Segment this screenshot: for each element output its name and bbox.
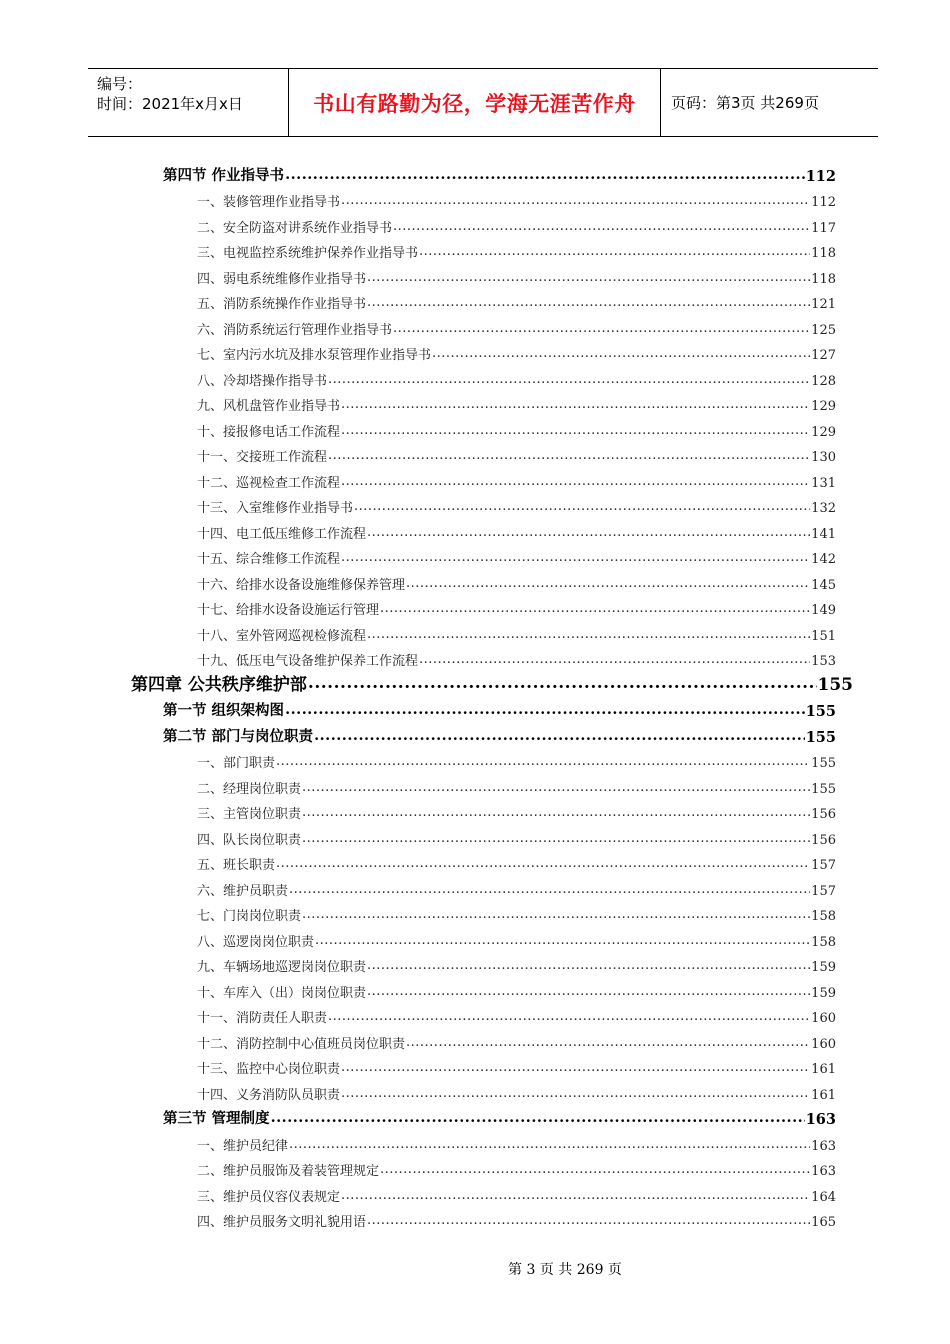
toc-leader-dots (432, 350, 810, 363)
toc-entry[interactable] (197, 465, 836, 491)
toc-entry-page: 121 (811, 297, 836, 312)
toc-entry-page: 132 (811, 501, 836, 516)
toc-entry-page: 155 (805, 728, 836, 746)
toc-entry-page: 153 (811, 654, 836, 669)
toc-entry-page: 155 (805, 703, 836, 720)
toc-entry[interactable] (163, 159, 836, 185)
toc-entry[interactable] (197, 746, 836, 772)
toc-entry-page: 155 (811, 781, 836, 797)
toc-entry-page: 129 (811, 424, 836, 440)
toc-entry-title: 一、维护员纪律 (197, 1138, 289, 1154)
toc-entry-title: 三、主管岗位职责 (197, 807, 302, 822)
header-motto: 书山有路勤为径，学海无涯苦作舟 (288, 69, 661, 136)
toc-entry-title: 九、风机盘管作业指导书 (197, 399, 341, 414)
code-label: 编号： (97, 75, 143, 93)
toc-entry[interactable] (197, 1052, 836, 1078)
toc-entry-title: 十四、义务消防队员职责 (197, 1087, 341, 1103)
toc-leader-dots (341, 401, 810, 414)
toc-entry-title: 二、维护员服饰及着装管理规定 (197, 1164, 380, 1179)
toc-entry-title: 十四、电工低压维修工作流程 (197, 526, 367, 542)
toc-entry-title: 五、班长职责 (197, 858, 276, 873)
toc-entry[interactable] (197, 236, 836, 262)
toc-entry-title: 三、维护员仪容仪表规定 (197, 1189, 341, 1205)
toc-entry-title: 十七、给排水设备设施运行管理 (197, 603, 380, 618)
toc-entry-page: 157 (811, 883, 836, 899)
toc-leader-dots (314, 731, 805, 746)
toc-entry-page: 156 (811, 832, 836, 848)
toc-leader-dots (302, 784, 810, 797)
toc-entry[interactable] (197, 950, 836, 976)
toc-entry[interactable] (197, 287, 836, 313)
toc-entry[interactable] (197, 848, 836, 874)
toc-entry-title: 二、经理岗位职责 (197, 781, 302, 797)
toc-leader-dots (367, 1217, 810, 1230)
toc-entry[interactable] (197, 491, 836, 517)
toc-entry-page: 117 (811, 220, 836, 236)
header-meta (88, 69, 288, 136)
toc-leader-dots (367, 299, 810, 312)
toc-entry-title: 四、维护员服务文明礼貌用语 (197, 1215, 367, 1230)
toc-entry-title: 十、车库入（出）岗岗位职责 (197, 985, 367, 1001)
toc-entry-page: 156 (811, 807, 836, 822)
toc-entry[interactable] (197, 1179, 836, 1205)
toc-entry[interactable] (197, 389, 836, 415)
toc-entry-title: 三、电视监控系统维护保养作业指导书 (197, 246, 419, 261)
toc-entry-title: 十九、低压电气设备维护保养工作流程 (197, 654, 419, 669)
toc-entry[interactable] (197, 618, 836, 644)
toc-leader-dots (276, 860, 810, 873)
toc-leader-dots (289, 886, 810, 899)
toc-entry-title: 七、室内污水坑及排水泵管理作业指导书 (197, 348, 432, 363)
toc-leader-dots (406, 1039, 810, 1052)
toc-entry-title: 第一节 组织架构图 (163, 702, 285, 719)
toc-entry-page: 161 (811, 1087, 836, 1103)
toc-entry[interactable] (197, 593, 836, 619)
toc-leader-dots (341, 197, 810, 210)
toc-leader-dots (406, 580, 810, 593)
toc-entry-page: 158 (811, 909, 836, 924)
toc-entry-title: 五、消防系统操作作业指导书 (197, 297, 367, 312)
toc-entry-title: 四、弱电系统维修作业指导书 (197, 271, 367, 287)
toc-leader-dots (354, 503, 810, 516)
toc-leader-dots (393, 325, 810, 338)
toc-entry-title: 二、安全防盗对讲系统作业指导书 (197, 220, 393, 236)
footer-page-number: 第 3 页 共 269 页 (508, 1262, 622, 1278)
toc-entry-title: 十六、给排水设备设施维修保养管理 (197, 577, 406, 593)
toc-leader-dots (328, 452, 810, 465)
toc-entry-title: 第二节 部门与岗位职责 (163, 727, 314, 745)
toc-leader-dots (367, 529, 810, 542)
toc-entry-page: 128 (811, 373, 836, 389)
toc-entry-page: 159 (811, 985, 836, 1001)
toc-entry[interactable] (197, 210, 836, 236)
toc-entry-page: 118 (811, 246, 836, 261)
toc-leader-dots (276, 758, 810, 771)
toc-entry[interactable] (197, 797, 836, 823)
toc-leader-dots (380, 605, 810, 618)
toc-entry-title: 十八、室外管网巡视检修流程 (197, 628, 367, 644)
toc-entry[interactable] (197, 1205, 836, 1231)
toc-entry-page: 131 (811, 475, 836, 491)
toc-entry-page: 164 (811, 1189, 836, 1205)
toc-entry[interactable] (197, 1128, 836, 1154)
toc-entry-title: 第四节 作业指导书 (163, 166, 285, 184)
toc-entry-page: 155 (817, 674, 853, 695)
toc-entry-title: 九、车辆场地巡逻岗岗位职责 (197, 960, 367, 975)
toc-entry-page: 112 (811, 195, 836, 210)
page-footer (0, 1259, 950, 1279)
toc-entry-page: 157 (811, 858, 836, 873)
toc-entry[interactable] (163, 1103, 836, 1129)
toc-entry-title: 十二、巡视检查工作流程 (197, 475, 341, 491)
toc-entry-page: 159 (811, 960, 836, 975)
toc-leader-dots (341, 1192, 810, 1205)
toc-entry[interactable] (197, 899, 836, 925)
toc-entry-page: 165 (811, 1215, 836, 1230)
page-header (88, 68, 878, 137)
toc-leader-dots (302, 911, 810, 924)
toc-entry[interactable] (197, 1026, 836, 1052)
toc-entry[interactable] (197, 975, 836, 1001)
toc-leader-dots (308, 678, 817, 695)
toc-entry-page: 163 (805, 1111, 836, 1128)
toc-entry-title: 十、接报修电话工作流程 (197, 424, 341, 440)
toc-entry-page: 155 (811, 756, 836, 771)
toc-entry-title: 一、装修管理作业指导书 (197, 195, 341, 210)
toc-entry-title: 六、维护员职责 (197, 883, 289, 899)
time-label: 时间：2021年x月x日 (97, 95, 243, 113)
toc-leader-dots (341, 478, 810, 491)
toc-leader-dots (419, 248, 810, 261)
toc-entry[interactable] (163, 720, 836, 746)
table-of-contents (0, 159, 950, 1230)
toc-entry-page: 141 (811, 526, 836, 542)
toc-entry[interactable] (197, 873, 836, 899)
toc-leader-dots (367, 631, 810, 644)
toc-leader-dots (341, 554, 810, 567)
toc-entry-title: 第三节 管理制度 (163, 1110, 270, 1127)
toc-entry-title: 四、队长岗位职责 (197, 832, 302, 848)
toc-entry-title: 八、冷却塔操作指导书 (197, 373, 328, 389)
toc-entry-page: 158 (811, 934, 836, 950)
toc-entry-title: 八、巡逻岗岗位职责 (197, 934, 315, 950)
toc-leader-dots (341, 1090, 810, 1103)
toc-entry-page: 151 (811, 628, 836, 644)
toc-leader-dots (419, 656, 810, 669)
toc-leader-dots (328, 376, 810, 389)
toc-leader-dots (341, 1064, 810, 1077)
toc-leader-dots (393, 223, 810, 236)
toc-entry[interactable] (197, 771, 836, 797)
toc-entry-page: 163 (811, 1138, 836, 1154)
toc-entry-page: 160 (811, 1036, 836, 1052)
toc-entry-title: 十一、消防责任人职责 (197, 1011, 328, 1026)
toc-leader-dots (367, 988, 810, 1001)
header-page-info: 页码：第3页 共269页 (671, 94, 819, 112)
toc-entry[interactable] (163, 695, 836, 721)
toc-entry[interactable] (197, 261, 836, 287)
toc-leader-dots (367, 274, 810, 287)
toc-entry[interactable] (197, 338, 836, 364)
toc-entry-page: 160 (811, 1011, 836, 1026)
toc-entry[interactable] (197, 312, 836, 338)
toc-entry[interactable] (131, 669, 853, 695)
toc-entry-page: 161 (811, 1062, 836, 1077)
toc-entry-title: 十五、综合维修工作流程 (197, 552, 341, 567)
toc-entry-title: 七、门岗岗位职责 (197, 909, 302, 924)
toc-entry[interactable] (197, 1077, 836, 1103)
toc-entry-title: 六、消防系统运行管理作业指导书 (197, 322, 393, 338)
toc-entry-title: 十二、消防控制中心值班员岗位职责 (197, 1036, 406, 1052)
toc-entry[interactable] (197, 440, 836, 466)
toc-entry-page: 125 (811, 322, 836, 338)
toc-entry-page: 118 (811, 271, 836, 287)
toc-leader-dots (315, 937, 810, 950)
toc-entry-page: 163 (811, 1164, 836, 1179)
toc-entry[interactable] (197, 644, 836, 670)
toc-entry[interactable] (197, 516, 836, 542)
toc-entry-page: 130 (811, 450, 836, 465)
toc-leader-dots (289, 1141, 810, 1154)
toc-entry[interactable] (197, 414, 836, 440)
toc-entry-page: 145 (811, 577, 836, 593)
toc-entry-title: 十一、交接班工作流程 (197, 450, 328, 465)
toc-leader-dots (380, 1166, 810, 1179)
toc-entry[interactable] (197, 363, 836, 389)
toc-entry[interactable] (197, 924, 836, 950)
toc-entry-title: 十三、监控中心岗位职责 (197, 1062, 341, 1077)
toc-entry[interactable] (197, 567, 836, 593)
toc-leader-dots (271, 1114, 805, 1129)
toc-entry[interactable] (197, 822, 836, 848)
toc-leader-dots (302, 835, 810, 848)
toc-leader-dots (341, 427, 810, 440)
toc-entry-page: 149 (811, 603, 836, 618)
toc-entry[interactable] (197, 1154, 836, 1180)
toc-entry[interactable] (197, 185, 836, 211)
toc-leader-dots (285, 706, 805, 721)
toc-entry-page: 129 (811, 399, 836, 414)
toc-leader-dots (328, 1013, 810, 1026)
toc-entry-page: 142 (811, 552, 836, 567)
toc-leader-dots (302, 809, 810, 822)
toc-entry[interactable] (197, 1001, 836, 1027)
toc-leader-dots (367, 962, 810, 975)
toc-entry-page: 127 (811, 348, 836, 363)
toc-entry-title: 十三、入室维修作业指导书 (197, 501, 354, 516)
toc-entry-page: 112 (805, 167, 836, 185)
toc-entry-title: 一、部门职责 (197, 756, 276, 771)
toc-entry-title: 第四章 公共秩序维护部 (131, 674, 307, 695)
toc-leader-dots (285, 170, 805, 185)
toc-entry[interactable] (197, 542, 836, 568)
